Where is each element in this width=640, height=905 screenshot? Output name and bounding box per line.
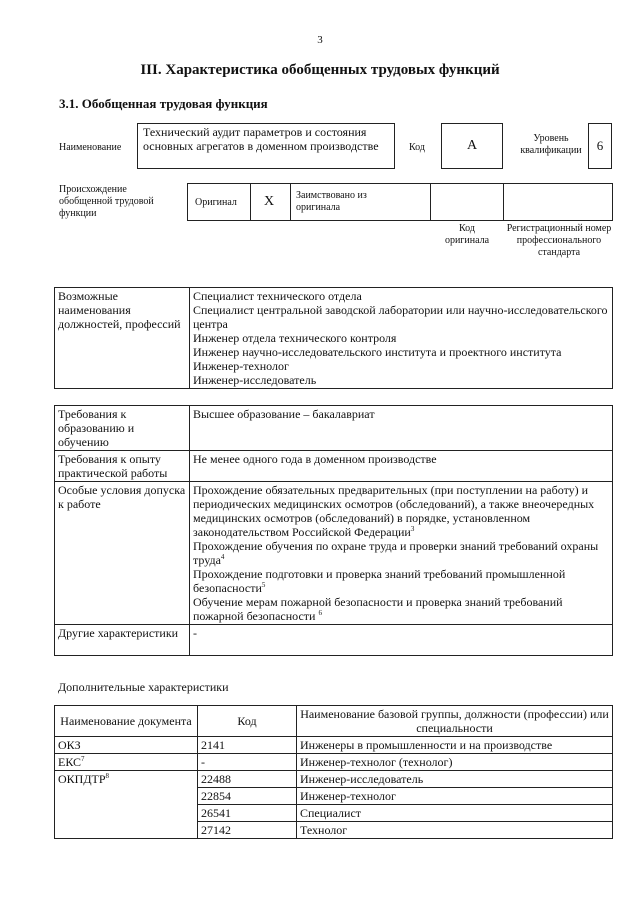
table-row	[55, 737, 613, 754]
additional-table	[54, 705, 613, 839]
name-cell: Специалист	[297, 805, 613, 822]
code-cell: -	[198, 754, 297, 771]
footnote-ref: 3	[410, 525, 415, 533]
code-cell: 2141	[198, 737, 297, 754]
code-value: A	[466, 138, 478, 153]
header-group-name: Наименование базовой группы, должности (профессии) или специальности	[297, 706, 613, 737]
footnote-ref: 5	[261, 581, 266, 589]
origin-label: Происхождение обобщенной трудовой функции	[59, 184, 154, 219]
page-title: III. Характеристика обобщенных трудовых функций	[140, 62, 500, 78]
footnote-ref: 8	[105, 772, 110, 780]
code-original-label: Код оригинала	[444, 223, 490, 246]
name-cell: Инженер-технолог	[297, 788, 613, 805]
other-label: Другие характеристики	[55, 625, 190, 656]
footnote-ref: 6	[318, 609, 322, 617]
education-value: Высшее образование – бакалавриат	[190, 406, 613, 451]
code-cell: 22488	[198, 771, 297, 788]
footnote-ref: 7	[81, 755, 85, 763]
name-box	[137, 123, 395, 169]
experience-value: Не менее одного года в доменном производстве	[190, 451, 613, 482]
level-label: Уровень квалификации	[520, 133, 582, 156]
position-item: Специалист технического отдела	[193, 289, 362, 303]
header-document: Наименование документа	[55, 706, 198, 737]
header-code: Код	[198, 706, 297, 737]
position-item: Инженер отдела технического контроля	[193, 331, 397, 345]
condition-item: Прохождение обязательных предварительных (при поступлении на работу) и периодических медицинских осмотров (обследований), а также внеочередных медицинских осмотров (обследований) в порядке, установленном законодательством Российской Федерации$^3$	[193, 483, 595, 539]
table-row	[55, 771, 613, 788]
level-value: 6	[596, 138, 604, 153]
divider	[503, 183, 504, 221]
positions-label: Возможные наименования должностей, профессий	[55, 288, 190, 389]
position-item: Инженер-технолог	[193, 359, 289, 373]
position-item: Инженер научно-исследовательского института и проектного института	[193, 345, 562, 359]
section-title: 3.1. Обобщенная трудовая функция	[59, 96, 268, 111]
code-cell: 22854	[198, 788, 297, 805]
doc-cell: ЕКС$^7$	[55, 754, 198, 771]
positions-table	[54, 287, 613, 389]
name-cell: Инженеры в промышленности и на производстве	[297, 737, 613, 754]
other-value: -	[190, 625, 613, 656]
additional-title: Дополнительные характеристики	[58, 680, 229, 694]
name-cell: Технолог	[297, 822, 613, 839]
code-cell: 26541	[198, 805, 297, 822]
name-value: Технический аудит параметров и состояния основных агрегатов в доменном производстве	[143, 125, 379, 153]
level-box	[588, 123, 612, 169]
borrowed-label: Заимствовано из оригинала	[296, 190, 367, 213]
doc-cell: ОКПДТР$^8$	[55, 771, 198, 839]
page-number: 3	[317, 34, 323, 46]
code-box	[441, 123, 503, 169]
footnote-ref: 4	[220, 553, 225, 561]
experience-label: Требования к опыту практической работы	[55, 451, 190, 482]
code-cell: 27142	[198, 822, 297, 839]
original-label: Оригинал	[195, 197, 237, 208]
name-cell: Инженер-исследователь	[297, 771, 613, 788]
original-mark: X	[264, 194, 275, 209]
code-label: Код	[409, 142, 425, 153]
position-item: Специалист центральной заводской лаборатории или научно-исследовательского центра	[193, 303, 608, 331]
education-label: Требования к образованию и обучению	[55, 406, 190, 451]
divider	[290, 183, 291, 221]
condition-item: Обучение мерам пожарной безопасности и проверка знаний требований пожарной безопасности $^6$	[193, 595, 563, 623]
condition-item: Прохождение подготовки и проверка знаний требований промышленной безопасности$^5$	[193, 567, 566, 595]
requirements-table	[54, 405, 613, 656]
divider	[250, 183, 251, 221]
divider	[430, 183, 431, 221]
positions-list	[190, 288, 613, 389]
position-item: Инженер-исследователь	[193, 373, 317, 387]
name-cell: Инженер-технолог (технолог)	[297, 754, 613, 771]
table-row	[55, 754, 613, 771]
condition-item: Прохождение обучения по охране труда и проверки знаний требований охраны труда$^4$	[193, 539, 599, 567]
conditions-list	[190, 482, 613, 625]
conditions-label: Особые условия допуска к работе	[55, 482, 190, 625]
name-label: Наименование	[59, 142, 122, 153]
doc-cell: ОКЗ	[55, 737, 198, 754]
reg-number-label: Регистрационный номер профессионального стандарта	[506, 223, 612, 258]
